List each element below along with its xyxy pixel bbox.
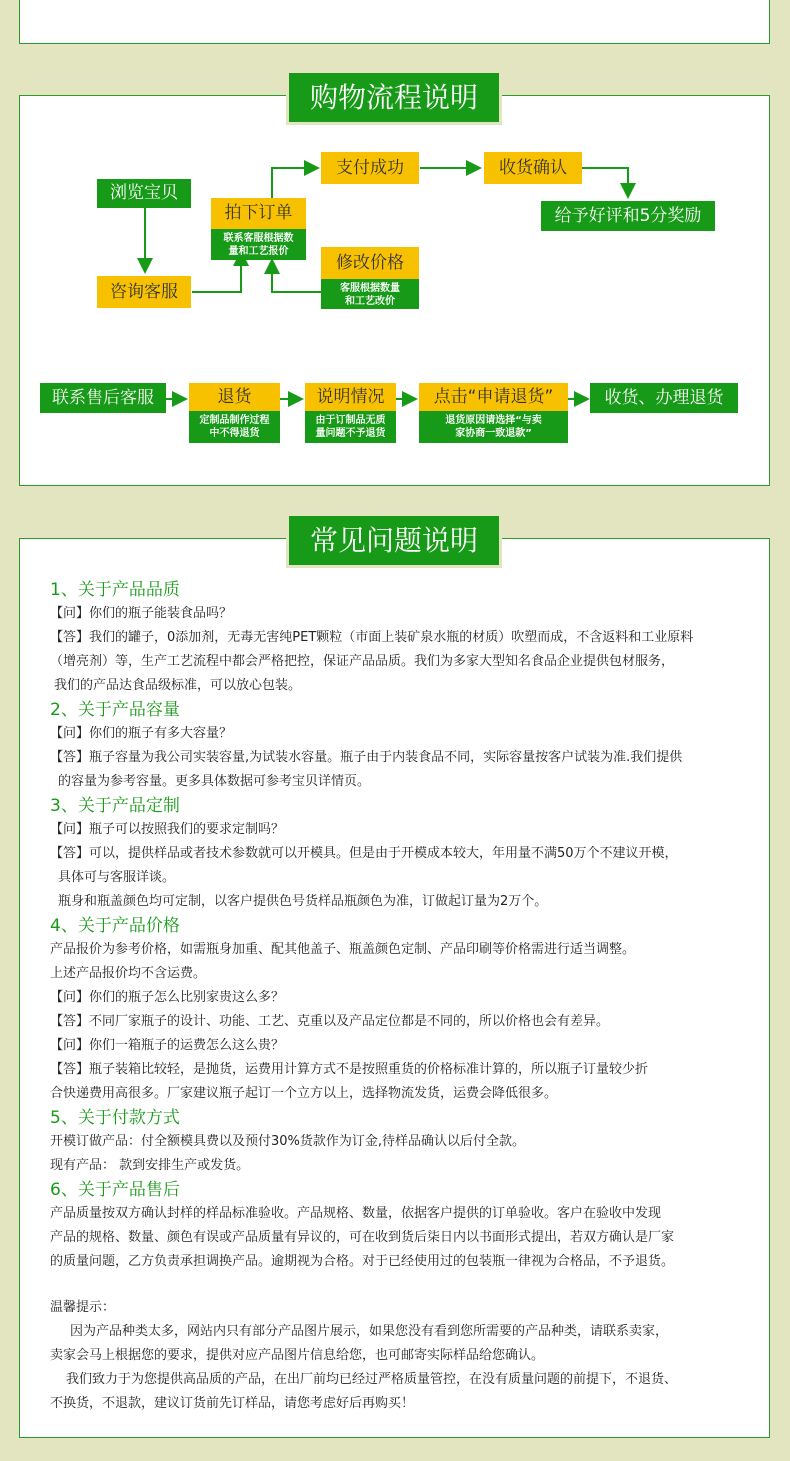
- faq-line: 【问】你们的瓶子怎么比别家贵这么多？: [50, 990, 285, 1005]
- faq-line: 【答】瓶子容量为我公司实装容量,为试装水容量。瓶子由于内装食品不同，实际容量按客户试装为准.我们提供: [50, 750, 683, 765]
- faq-line: 【问】你们的瓶子能装食品吗？: [50, 606, 233, 621]
- faq-line: 产品质量按双方确认封样的样品标准验收。产品规格、数量，依据客户提供的订单验收。客户在验收中发现: [50, 1206, 662, 1221]
- faq-line: 【问】瓶子可以按照我们的要求定制吗？: [50, 822, 285, 837]
- faq-title: 常见问题说明: [286, 513, 502, 568]
- explain-note: 由于订制品无质 量问题不予退货: [305, 411, 396, 443]
- step-consult: 咨询客服: [97, 276, 191, 308]
- faq-line: 【答】不同厂家瓶子的设计、功能、工艺、克重以及产品定位都是不同的，所以价格也会有差异。: [50, 1014, 610, 1029]
- faq-line: 【答】我们的罐子，0添加剂，无毒无害纯PET颗粒（市面上装矿泉水瓶的材质）吹塑而成，不含返料和工业原料: [50, 630, 694, 645]
- process-title: 购物流程说明: [286, 70, 502, 125]
- faq-capacity-title: 2、关于产品容量: [50, 700, 180, 720]
- faq-line: 我们的产品达食品级标准，可以放心包装。: [54, 678, 302, 693]
- return-finish: 收货、办理退货: [590, 383, 738, 413]
- faq-custom-title: 3、关于产品定制: [50, 796, 180, 816]
- faq-line: 【答】瓶子装箱比较轻，是抛货，运费用计算方式不是按照重货的价格标准计算的，所以瓶子订量较少折: [50, 1062, 649, 1077]
- return-explain: 说明情况: [305, 383, 396, 411]
- tip-line: 我们致力于为您提供高品质的产品，在出厂前均已经过严格质量管控，在没有质量问题的前提下，不退货、: [66, 1372, 678, 1387]
- apply-note: 退货原因请选择“与卖 家协商一致退款”: [419, 411, 568, 443]
- tip-line: 卖家会马上根据您的要求，提供对应产品图片信息给您，也可邮寄实际样品给您确认。: [50, 1348, 545, 1363]
- faq-line: 瓶身和瓶盖颜色均可定制，以客户提供色号货样品瓶颜色为准，订做起订量为2万个。: [58, 894, 548, 909]
- faq-line: 的容量为参考容量。更多具体数据可参考宝贝详情页。: [58, 774, 371, 789]
- return-refund: 退货: [189, 383, 280, 411]
- faq-line: 【问】你们的瓶子有多大容量？: [50, 726, 233, 741]
- tip-line: 因为产品种类太多，网站内只有部分产品图片展示，如果您没有看到您所需要的产品种类，请联系卖家，: [70, 1324, 669, 1339]
- refund-note: 定制品制作过程 中不得退货: [189, 411, 280, 443]
- faq-line: 具体可与客服详谈。: [58, 870, 176, 885]
- faq-aftersale-title: 6、关于产品售后: [50, 1180, 180, 1200]
- step-receive: 收货确认: [484, 152, 582, 184]
- step-modify: 修改价格: [321, 247, 419, 279]
- arrow-modify-to-order: [272, 260, 321, 292]
- faq-line: （增亮剂）等，生产工艺流程中都会严格把控，保证产品品质。我们为多家大型知名食品企业提供包材服务，: [50, 654, 675, 669]
- order-note: 联系客服根据数 量和工艺报价: [211, 229, 306, 260]
- faq-line: 上述产品报价均不含运费。: [50, 966, 207, 981]
- faq-line: 【答】可以，提供样品或者技术参数就可以开模具。但是由于开模成本较大，年用量不满50万个不建议开模，: [50, 846, 678, 861]
- tip-line: 不换货，不退款，建议订货前先订样品，请您考虑好后再购买！: [50, 1396, 415, 1411]
- faq-price-title: 4、关于产品价格: [50, 916, 180, 936]
- return-contact: 联系售后客服: [40, 383, 166, 413]
- faq-line: 产品的规格、数量、颜色有误或产品质量有异议的，可在收到货后柒日内以书面形式提出，若双方确认是厂家: [50, 1230, 675, 1245]
- faq-quality-title: 1、关于产品品质: [50, 580, 180, 600]
- step-order: 拍下订单: [211, 198, 306, 229]
- faq-content: [50, 578, 750, 1416]
- faq-line: 开模订做产品：付全额模具费以及预付30%货款作为订金,待样品确认以后付全款。: [50, 1134, 526, 1149]
- faq-line: 【问】你们一箱瓶子的运费怎么这么贵？: [50, 1038, 285, 1053]
- faq-payment-title: 5、关于付款方式: [50, 1108, 180, 1128]
- modify-note: 客服根据数量 和工艺改价: [321, 279, 419, 309]
- faq-line: 产品报价为参考价格，如需瓶身加重、配其他盖子、瓶盖颜色定制、产品印刷等价格需进行适当调整。: [50, 942, 636, 957]
- arrow-order-to-pay: [272, 168, 318, 198]
- step-reward: 给予好评和5分奖励: [541, 201, 715, 231]
- arrow-receive-to-reward: [582, 168, 628, 197]
- step-browse: 浏览宝贝: [97, 179, 191, 208]
- faq-line: 现有产品： 款到安排生产或发货。: [50, 1158, 250, 1173]
- faq-line: 的质量问题，乙方负责承担调换产品。逾期视为合格。对于已经使用过的包装瓶一律视为合格品，不予退货。: [50, 1254, 675, 1269]
- tip-title: 温馨提示：: [50, 1300, 116, 1315]
- faq-line: 合快递费用高很多。厂家建议瓶子起订一个立方以上，选择物流发货，运费会降低很多。: [50, 1086, 558, 1101]
- return-apply: 点击“申请退货”: [419, 383, 568, 411]
- step-pay: 支付成功: [321, 152, 419, 184]
